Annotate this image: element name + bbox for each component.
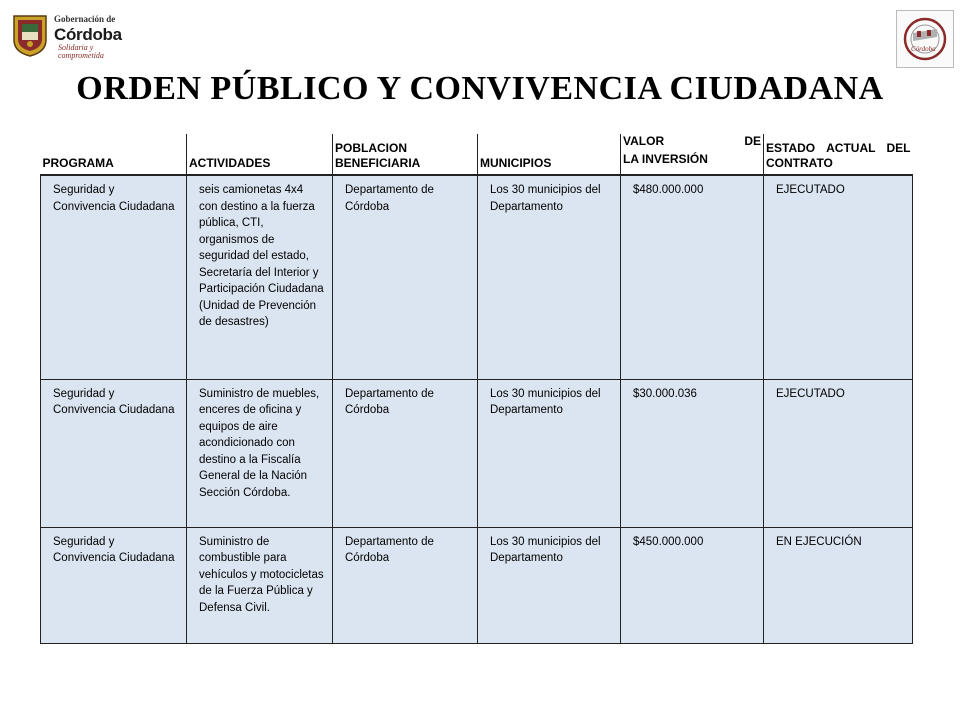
gobernacion-logo: [12, 12, 122, 62]
table-row: [41, 527, 913, 643]
cell-actividades: Suministro de combustible para vehículos y motocicletas de la Fuerza Pública y Defensa Civil.: [187, 527, 333, 643]
header-estado-word: ESTADO: [766, 141, 816, 155]
cell-estado: EN EJECUCIÓN: [764, 527, 913, 643]
cell-estado: EJECUTADO: [764, 379, 913, 527]
cell-municipios: Los 30 municipios del Departamento: [478, 175, 621, 379]
table-row: [41, 175, 913, 379]
coat-of-arms-icon: [12, 14, 48, 58]
header-del-word: DEL: [886, 141, 911, 155]
header-actividades: ACTIVIDADES: [187, 134, 333, 175]
header-valor-de: DE: [744, 134, 761, 148]
page-title: ORDEN PÚBLICO Y CONVIVENCIA CIUDADANA: [76, 70, 884, 107]
city-badge-icon: [897, 11, 953, 67]
header-actual-word: ACTUAL: [826, 141, 876, 155]
header-programa: PROGRAMA: [41, 134, 187, 175]
logo-slogan: Solidaria y comprometida: [58, 43, 104, 60]
header-municipios: MUNICIPIOS: [478, 134, 621, 175]
header-estado: [764, 134, 913, 175]
cell-actividades: Suministro de muebles, enceres de oficina y equipos de aire acondicionado con destino a la Fiscalía General de la Nación Sección Córdoba.: [187, 379, 333, 527]
table-header-row: [41, 134, 913, 175]
cell-programa: Seguridad y Convivencia Ciudadana: [41, 175, 187, 379]
cell-programa: Seguridad y Convivencia Ciudadana: [41, 379, 187, 527]
header-valor: [621, 134, 764, 175]
table-row: [41, 379, 913, 527]
cell-estado: EJECUTADO: [764, 175, 913, 379]
header-poblacion-line1: POBLACION: [335, 141, 407, 155]
cell-poblacion: Departamento de Córdoba: [333, 175, 478, 379]
header-estado-line2: CONTRATO: [766, 156, 833, 170]
cell-valor: $480.000.000: [621, 175, 764, 379]
header-poblacion-line2: BENEFICIARIA: [335, 156, 421, 170]
badge-text: Córdoba: [911, 45, 936, 53]
cell-valor: $450.000.000: [621, 527, 764, 643]
cell-poblacion: Departamento de Córdoba: [333, 527, 478, 643]
contracts-table: [40, 134, 912, 644]
logo-small-text: Gobernación de: [54, 14, 116, 24]
header-valor-line2: LA INVERSIÓN: [623, 152, 708, 166]
cell-municipios: Los 30 municipios del Departamento: [478, 379, 621, 527]
logo-big-text: Córdoba: [54, 25, 122, 44]
cell-actividades: seis camionetas 4x4 con destino a la fuerza pública, CTI, organismos de seguridad del estado, Secretaría del Interior y Participación Ciudadana (Unidad de Prevención de desastres): [187, 175, 333, 379]
cell-poblacion: Departamento de Córdoba: [333, 379, 478, 527]
header-valor-word: VALOR: [623, 134, 665, 148]
cell-municipios: Los 30 municipios del Departamento: [478, 527, 621, 643]
header-poblacion: [333, 134, 478, 175]
cell-programa: Seguridad y Convivencia Ciudadana: [41, 527, 187, 643]
cell-valor: $30.000.036: [621, 379, 764, 527]
city-badge-logo: [896, 10, 954, 68]
